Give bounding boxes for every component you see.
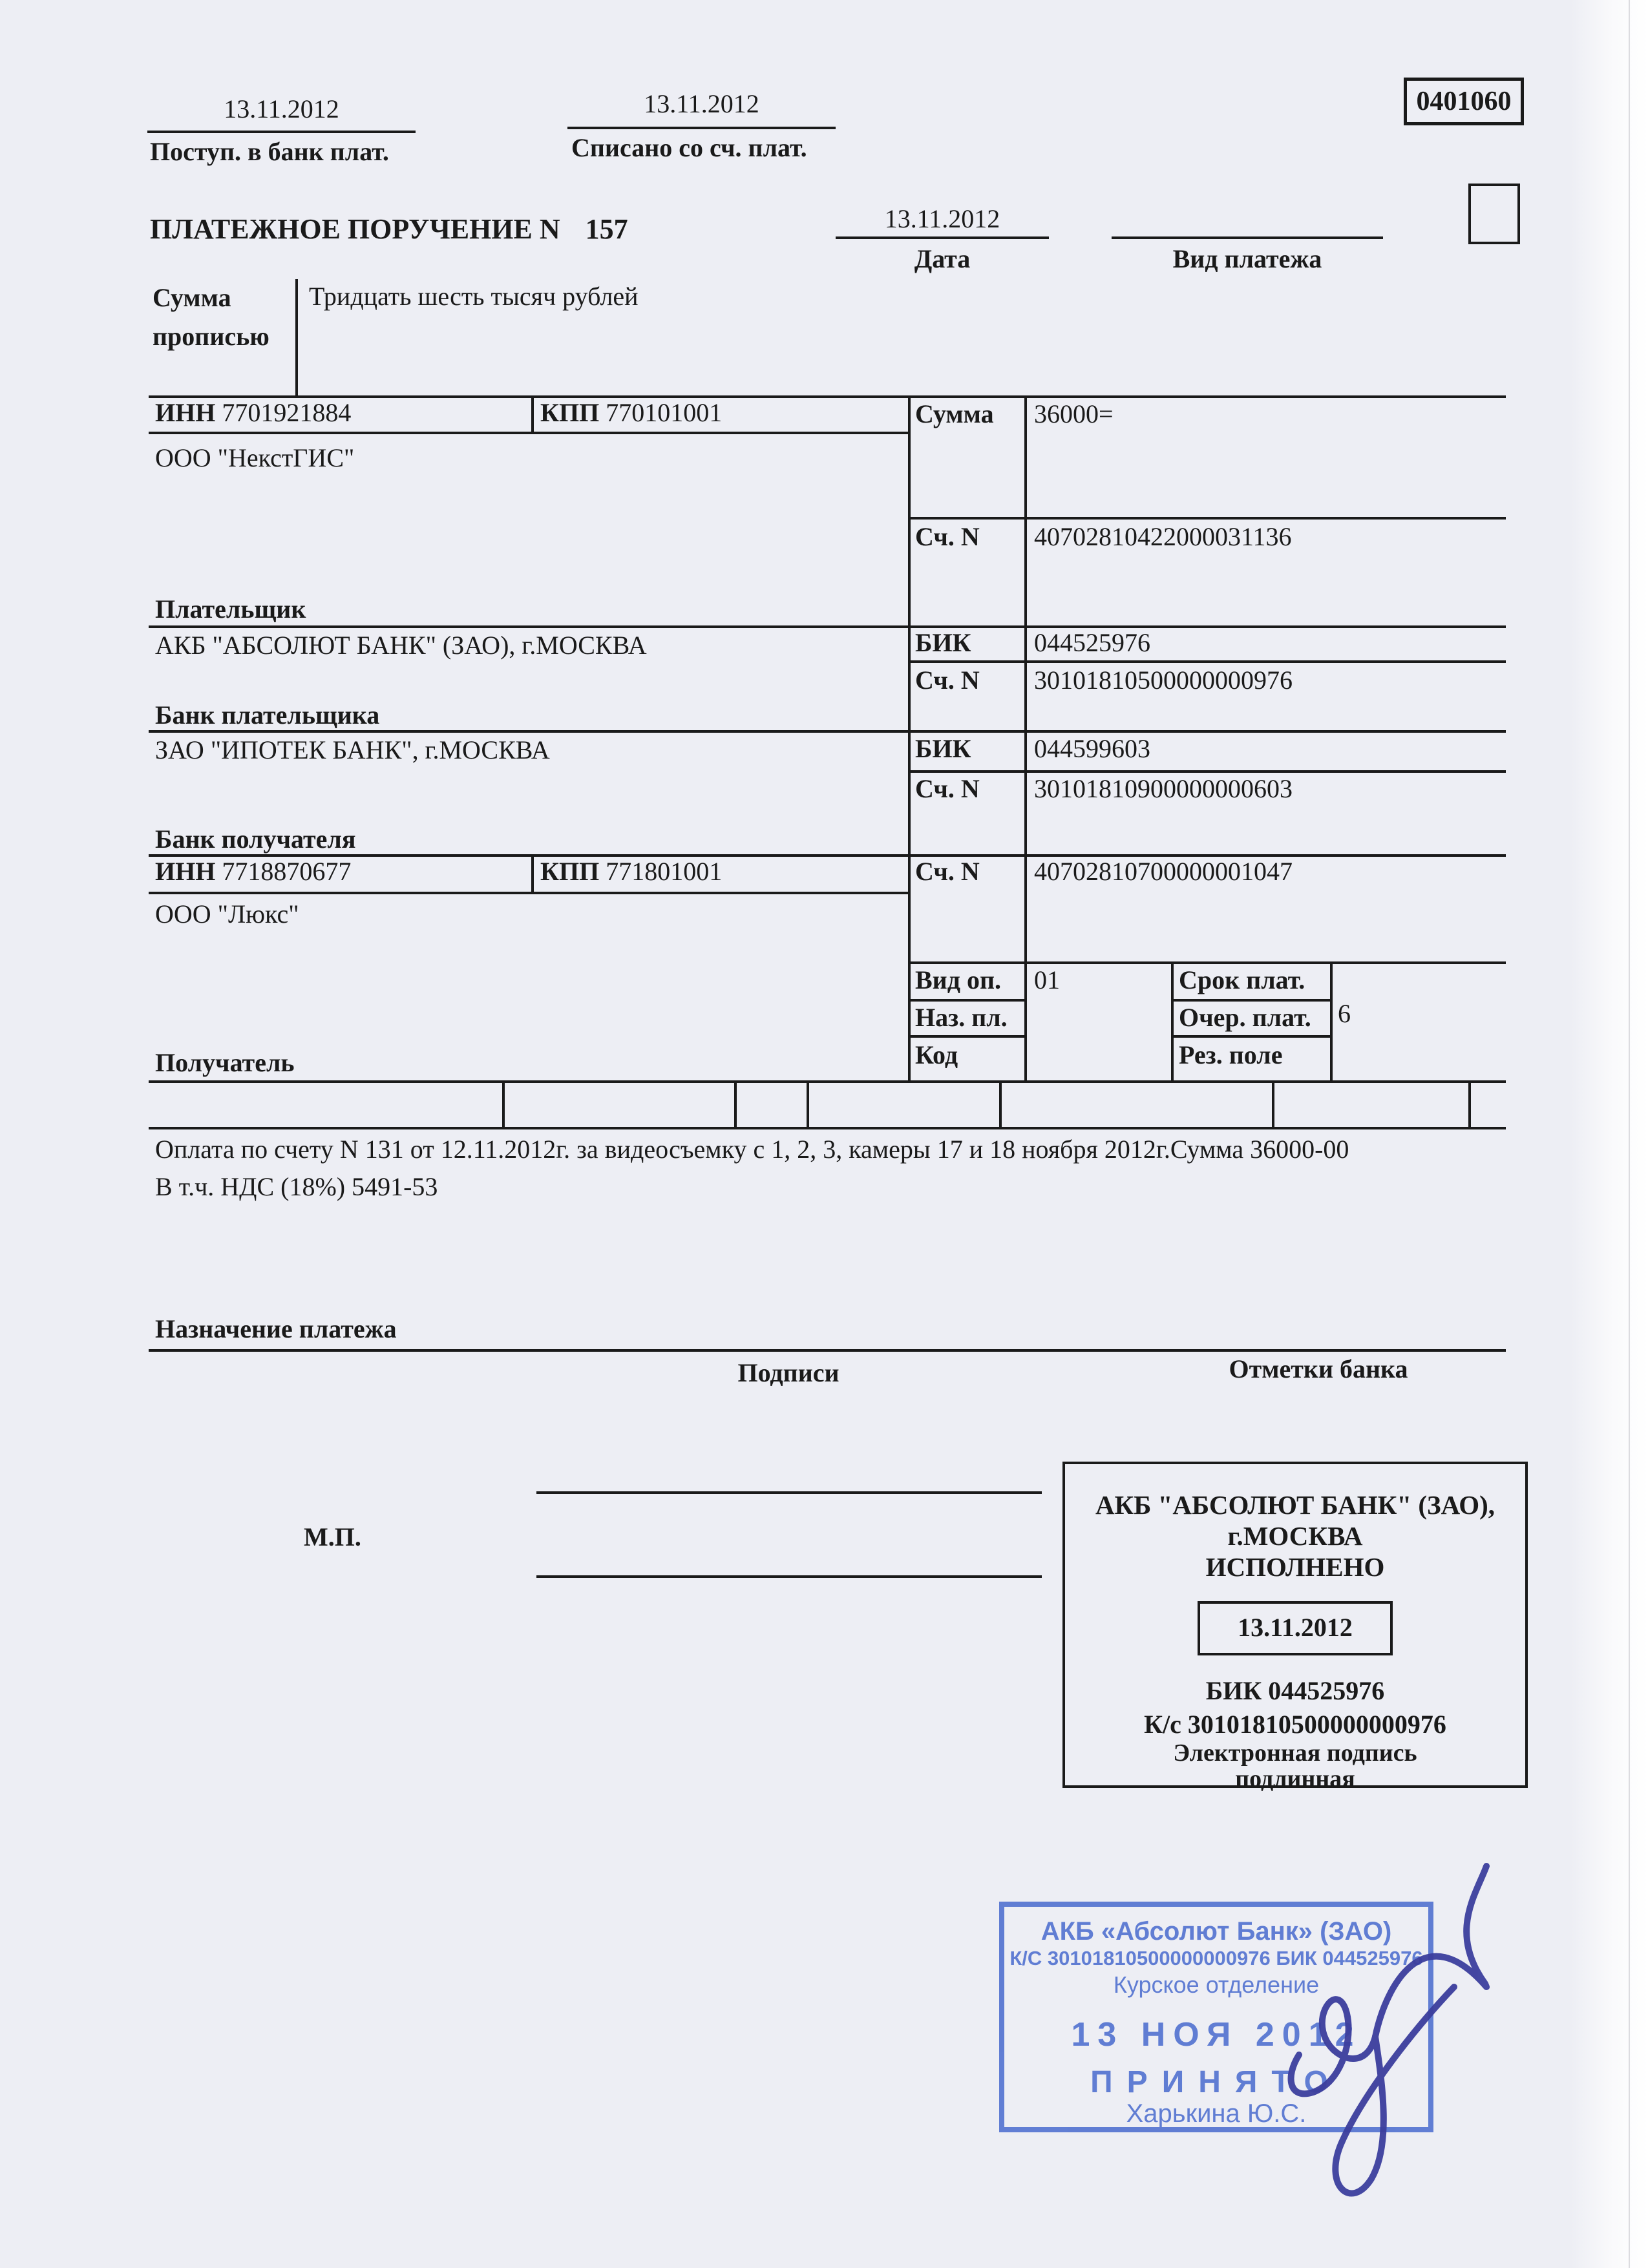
- payee-kpp-label: КПП: [540, 857, 600, 886]
- signatures-label: Подписи: [737, 1358, 840, 1387]
- payer-account-value: 40702810422000031136: [1034, 522, 1292, 551]
- execution-corr-account: К/с 30101810500000000976: [1144, 1710, 1446, 1739]
- form-code: 0401060: [1416, 87, 1512, 116]
- amount-words-label-2: прописью: [153, 322, 269, 351]
- bank-marks-label: Отметки банка: [1229, 1354, 1408, 1383]
- line-under-payee-bank: [149, 854, 1506, 857]
- received-date-line: [147, 131, 416, 133]
- payee-bank-label: Банк получателя: [155, 824, 356, 854]
- stamp-branch: Курское отделение: [1113, 1971, 1320, 1998]
- payer-name: ООО "НекстГИС": [155, 443, 355, 472]
- amount-words-value: Тридцать шесть тысяч рублей: [309, 282, 639, 311]
- line-top-optype: [908, 961, 1506, 964]
- line-under-inn-row: [149, 432, 908, 434]
- received-label: Поступ. в банк плат.: [150, 137, 389, 166]
- mp-label: М.П.: [304, 1522, 361, 1551]
- line-under-due-label: [1171, 999, 1330, 1002]
- payer-account-label: Сч. N: [915, 522, 980, 551]
- line-under-amount-cell: [908, 517, 1506, 520]
- info-row-divider-6: [1468, 1080, 1471, 1127]
- line-under-bik1: [908, 660, 1506, 663]
- divider-inn-kpp-2: [531, 854, 534, 892]
- amount-words-label-1: Сумма: [153, 283, 231, 312]
- payer-label: Плательщик: [155, 594, 306, 624]
- payer-kpp: [540, 399, 722, 426]
- debited-date: 13.11.2012: [644, 89, 759, 118]
- line-under-ocher-label: [1171, 1035, 1330, 1038]
- signature-line-1: [536, 1491, 1042, 1494]
- divider-main-column: [908, 395, 911, 1080]
- stamp-operator: Харькина Ю.С.: [1126, 2099, 1307, 2128]
- priority-label: Очер. плат.: [1179, 1003, 1311, 1032]
- payer-kpp-value: 770101001: [606, 398, 723, 427]
- divider-inn-kpp-1: [531, 395, 534, 432]
- debited-date-line: [567, 127, 836, 129]
- line-under-payee: [149, 1080, 1506, 1083]
- debited-label: Списано со сч. плат.: [571, 133, 807, 162]
- payer-bank-bik-value: 044525976: [1034, 628, 1150, 657]
- line-under-optype-label: [908, 999, 1024, 1002]
- purpose-code-label: Наз. пл.: [915, 1003, 1008, 1032]
- line-under-payer-bank: [149, 730, 1506, 733]
- payee-name: ООО "Люкс": [155, 899, 299, 929]
- execution-date-box: [1198, 1601, 1393, 1655]
- doc-date-line: [836, 236, 1049, 239]
- purpose-line-2: В т.ч. НДС (18%) 5491-53: [155, 1172, 438, 1201]
- line-under-inn2-row: [149, 892, 908, 894]
- line-under-purpose: [149, 1349, 1506, 1352]
- reserve-label: Рез. поле: [1179, 1040, 1283, 1069]
- execution-status: ИСПОЛНЕНО: [1205, 1552, 1385, 1582]
- payee-bank-bik-label: БИК: [915, 734, 971, 763]
- document-number: 157: [585, 213, 628, 245]
- divider-due-left: [1171, 961, 1174, 1080]
- line-under-bik2: [908, 770, 1506, 773]
- execution-bank-line-1: АКБ "АБСОЛЮТ БАНК" (ЗАО),: [1095, 1490, 1495, 1520]
- payee-bank-account-label: Сч. N: [915, 774, 980, 803]
- op-type-label: Вид оп.: [915, 965, 1002, 994]
- payer-inn-value: 7701921884: [222, 398, 352, 427]
- payer-bank-name: АКБ "АБСОЛЮТ БАНК" (ЗАО), г.МОСКВА: [155, 631, 647, 660]
- signature-line-2: [536, 1575, 1042, 1578]
- execution-bank-line-2: г.МОСКВА: [1227, 1521, 1363, 1551]
- info-row-divider-5: [1272, 1080, 1274, 1127]
- amount-label: Сумма: [915, 399, 994, 428]
- stamp-bank-name: АКБ «Абсолют Банк» (ЗАО): [1041, 1917, 1392, 1946]
- info-row-divider-2: [734, 1080, 737, 1127]
- amount-words-divider: [295, 279, 298, 395]
- info-row-divider-4: [999, 1080, 1002, 1127]
- priority-checkbox: [1468, 184, 1520, 244]
- doc-date-label: Дата: [914, 244, 971, 273]
- payee-account-label: Сч. N: [915, 857, 980, 886]
- payment-type-line: [1112, 236, 1383, 239]
- priority-value: 6: [1338, 999, 1351, 1028]
- payee-inn-label: ИНН: [155, 857, 216, 886]
- stamp-date: 13 НОЯ 2012: [1071, 2016, 1362, 2053]
- payee-bank-account-value: 30101810900000000603: [1034, 774, 1293, 803]
- payee-bank-bik-value: 044599603: [1034, 734, 1150, 763]
- amount-value: 36000=: [1034, 399, 1114, 428]
- execution-bik: БИК 044525976: [1205, 1676, 1385, 1705]
- document-title: [150, 215, 628, 244]
- info-row-divider-1: [502, 1080, 505, 1127]
- payee-inn: [155, 858, 351, 885]
- payer-kpp-label: КПП: [540, 398, 600, 427]
- doc-date: 13.11.2012: [884, 204, 1000, 233]
- payee-bank-name: ЗАО "ИПОТЕК БАНК", г.МОСКВА: [155, 735, 550, 764]
- payer-inn: [155, 399, 351, 426]
- execution-esig-line-1: Электронная подпись: [1173, 1739, 1417, 1767]
- purpose-line-1: Оплата по счету N 131 от 12.11.2012г. за видеосъемку с 1, 2, 3, камеры 17 и 18 ноября 2012г.Сумма 36000-00: [155, 1135, 1349, 1164]
- stamp-accounts: К/С 30101810500000000976 БИК 044525976: [1009, 1947, 1423, 1969]
- received-date: 13.11.2012: [224, 94, 339, 123]
- payment-type-label: Вид платежа: [1172, 244, 1322, 273]
- line-under-info-row: [149, 1127, 1506, 1129]
- form-code-box: [1404, 78, 1524, 125]
- stamp-status: ПРИНЯТО: [1090, 2065, 1342, 2099]
- handwritten-signature: [1254, 1854, 1532, 2229]
- line-under-nazpl-label: [908, 1035, 1024, 1038]
- document-title-text: ПЛАТЕЖНОЕ ПОРУЧЕНИЕ N: [150, 213, 560, 245]
- divider-label-value: [1024, 395, 1027, 1080]
- execution-box: [1062, 1462, 1528, 1792]
- payee-kpp-value: 771801001: [606, 857, 723, 886]
- payee-kpp: [540, 858, 722, 885]
- op-type-value: 01: [1034, 965, 1060, 994]
- payer-bank-account-value: 30101810500000000976: [1034, 666, 1293, 695]
- info-row-divider-3: [807, 1080, 809, 1127]
- scan-edge-line: [1629, 0, 1630, 2268]
- payee-inn-value: 7718870677: [222, 857, 352, 886]
- payer-bank-account-label: Сч. N: [915, 666, 980, 695]
- scan-edge-gradient: [1570, 0, 1648, 2268]
- execution-date: 13.11.2012: [1238, 1613, 1353, 1642]
- line-top-inn-row: [149, 395, 1506, 398]
- payer-bank-bik-label: БИК: [915, 628, 971, 657]
- code-label: Код: [915, 1040, 958, 1069]
- line-under-payer: [149, 625, 1506, 628]
- divider-due-right: [1330, 961, 1333, 1080]
- payer-inn-label: ИНН: [155, 398, 216, 427]
- payer-bank-label: Банк плательщика: [155, 700, 380, 730]
- due-label: Срок плат.: [1179, 965, 1305, 994]
- payee-label: Получатель: [155, 1048, 295, 1077]
- payee-account-value: 40702810700000001047: [1034, 857, 1293, 886]
- purpose-label: Назначение платежа: [155, 1314, 397, 1343]
- execution-esig-line-2: подлинная: [1235, 1765, 1355, 1792]
